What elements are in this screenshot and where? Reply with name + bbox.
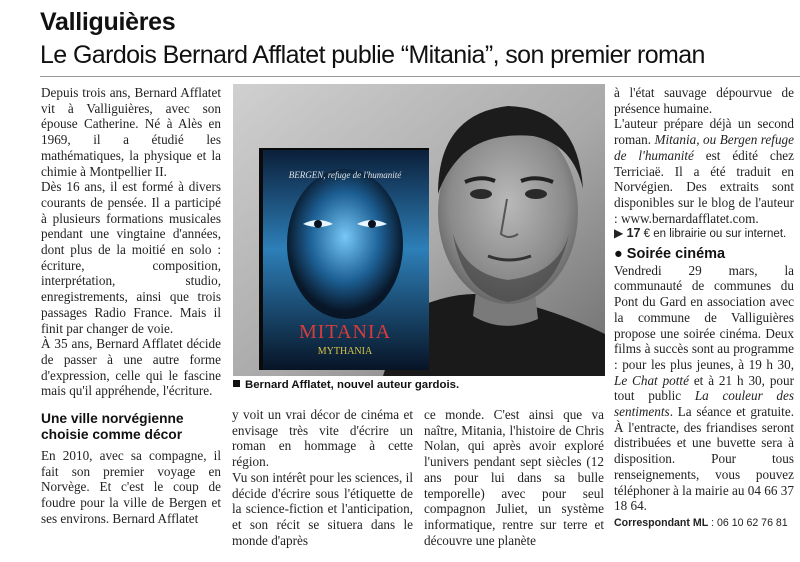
bullet-icon: ● [614,246,627,263]
section-subhead: Une ville norvégienne choisie comme décor [41,411,184,442]
paragraph: Dès 16 ans, il est formé à divers courants de pensée. Il a participé à plusieurs formations musicales pendant une vingtaine d'années, dont plus de la moitié en solo : écriture, composition, interprétation, studio, enregistrements, ainsi que trois passages Radio France. Mais il finit par changer de voie. [41,179,221,336]
caption-text: Bernard Afflatet, nouvel auteur gardois. [245,379,460,391]
article-column-1 [41,85,221,527]
correspondent-line [614,516,794,532]
paragraph: À 35 ans, Bernard Afflatet décide de passer à une autre forme d'expression, celle qui le fascine mais qu'il appréhende, l'écriture. [41,336,221,399]
article-column-3 [424,407,604,548]
header-divider [40,76,800,77]
paragraph: Depuis trois ans, Bernard Afflatet vit à Valliguières, avec son épouse Catherine. Né à Alès en 1969, il a étudié les mathématiques, la physique et la chimie à Montpellier II. [41,85,221,179]
text-run: . La séance et gratuite. À l'entracte, des friandises seront distribuées et une buvette sera à disposition. Pour tous renseignements, vous pouvez téléphoner à la mairie au 04 66 37 18 64. [614,404,794,514]
correspondent-phone: : 06 10 62 76 81 [708,516,788,529]
paragraph: ce monde. C'est ainsi que va naître, Mitania, l'histoire de Chris Nolan, qui après avoir exploré l'univers pendant sept siècles (12 ans pour lui dans sa bulle temporelle) avec pour seul compagnon Juliet, un système informatique, rentre sur terre et découvre une planète [424,407,604,548]
subhead-text: Soirée cinéma [626,246,726,263]
paragraph: à l'état sauvage dépourvue de présence humaine. [614,85,794,116]
text-run: et à 21 h 30, pour tout public [614,372,794,404]
author-photo-illustration [233,84,605,376]
price-info [614,226,794,243]
book-subtitle: BERGEN, refuge de l'humanité [288,170,402,180]
paragraph [614,263,794,514]
article-column-2 [232,407,413,548]
book-title: MITANIA [298,321,392,343]
paragraph [614,116,794,226]
arrow-icon: ▶ [614,226,627,241]
text-run: est édité chez Terriciaë. Il a été traduit en Norvégien. Des extraits sont disponibles sur le blog de l'auteur : www.bernardafflatet.com. [614,147,794,226]
text-run: Vendredi 29 mars, la communauté de communes du Pont du Gard en association avec la commune de Valliguières propose une soirée cinéma. Deux films à succès sont au programme : pour les plus jeunes, à 19 h 30, [614,262,794,372]
caption-square-icon [233,380,240,387]
book-cover [259,148,429,370]
book-title-italic: Mitania, ou Bergen refuge de l'humanité [614,132,794,163]
text-run: L'auteur prépare déjà un second roman. [614,116,794,148]
article-kicker: Valliguières [40,8,176,36]
book-subtitle-2: MYTHANIA [317,346,373,357]
paragraph: En 2010, avec sa compagne, il fait son premier voyage en Norvège. Et c'est le coup de foudre pour la ville de Bergen et ses environs. Bernard Afflatet [41,448,221,526]
author-photo [233,84,605,376]
correspondent-label: Correspondant ML [614,516,709,529]
paragraph: y voit un vrai décor de cinéma et envisage très vite d'écrire un roman en hommage à cette région. [232,407,413,470]
photo-caption [233,379,459,391]
article-column-4 [614,85,794,532]
film-title: La couleur des sentiments [614,388,794,420]
price-text: € en librairie ou sur internet. [640,228,787,241]
section-subhead [614,247,794,263]
price-value: 17 [626,226,641,241]
film-title: Le Chat potté [614,372,689,388]
paragraph: Vu son intérêt pour les sciences, il décide d'écrire sous l'étiquette de la science-fiction et l'anticipation, et son récit se situera dans le monde d'après [232,469,413,548]
article-headline: Le Gardois Bernard Afflatet publie “Mitania”, son premier roman [40,41,705,69]
